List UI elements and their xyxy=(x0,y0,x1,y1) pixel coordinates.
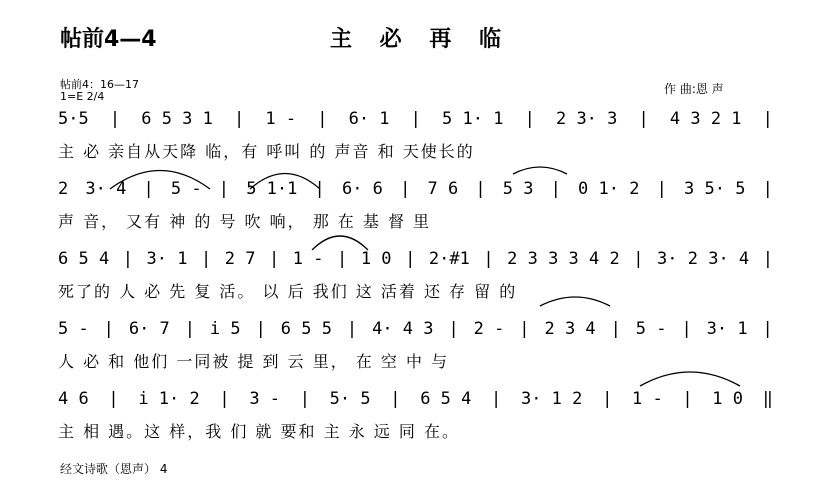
barline: | xyxy=(762,249,773,269)
key-signature: 1=E 2/4 xyxy=(60,90,105,103)
barline: | xyxy=(610,319,621,339)
barline: | xyxy=(483,249,494,269)
barline: | xyxy=(103,319,114,339)
note-group: 2 - xyxy=(473,319,505,339)
note-group: 6 5 4 xyxy=(58,249,110,269)
barline: | xyxy=(299,389,310,409)
note-group: 5 1· 1 xyxy=(442,109,504,129)
note-group: 5 - xyxy=(58,319,89,339)
note-group: 1 0 xyxy=(360,249,392,269)
page-footer: 经文诗歌（恩声） 4 xyxy=(60,462,168,476)
note-group: 0 1· 2 xyxy=(578,179,640,199)
slur-4 xyxy=(312,236,368,250)
barline: | xyxy=(143,179,154,199)
barline: | xyxy=(633,249,644,269)
barline: | xyxy=(108,389,119,409)
note-group: 2 3 3 3 4 2 xyxy=(507,249,620,269)
note-group: 5 - xyxy=(635,319,667,339)
note-group: 5· 5 xyxy=(329,389,371,409)
note-group: 6 5 3 1 xyxy=(141,109,213,129)
note-group: 6 5 5 xyxy=(280,319,332,339)
note-group: 4· 4 3 xyxy=(372,319,434,339)
barline: | xyxy=(524,109,535,129)
lyric-line: 主 必 亲自从天降 临，有 呼叫 的 声音 和 天使长的 xyxy=(58,141,475,161)
note-group: 1 - xyxy=(265,109,297,129)
note-group: 5 - xyxy=(170,179,202,199)
barline: | xyxy=(682,389,693,409)
note-group: 3· 2 3· 4 xyxy=(657,249,750,269)
note-group: 1 0 xyxy=(712,389,744,409)
barline: | xyxy=(122,249,133,269)
barline: | xyxy=(219,389,230,409)
slur-3 xyxy=(513,167,567,174)
note-group: 2 7 xyxy=(224,249,256,269)
barline: ‖ xyxy=(762,389,773,409)
note-group: 3· 1 xyxy=(146,249,188,269)
composer-credit: 作 曲:恩 声 xyxy=(664,82,724,96)
song-title: 主 必 再 临 xyxy=(330,27,511,52)
note-group: 2·#1 xyxy=(428,249,470,269)
barline: | xyxy=(410,109,421,129)
lyric-line: 声 音， 又有 神 的 号 吹 响， 那 在 基 督 里 xyxy=(58,211,432,231)
slur-5 xyxy=(540,297,610,306)
note-group: 6· 7 xyxy=(128,319,170,339)
lyric-line: 主 相 遇。这 样，我 们 就 要和 主 永 远 同 在。 xyxy=(58,421,460,441)
barline: | xyxy=(390,389,401,409)
note-group: 6· 1 xyxy=(348,109,390,129)
note-group: i 1· 2 xyxy=(138,389,200,409)
barline: | xyxy=(346,319,358,339)
barline: | xyxy=(550,179,561,199)
barline: | xyxy=(314,179,325,199)
note-group: i 5 xyxy=(209,319,241,339)
note-group: 5 1·1 xyxy=(246,179,298,199)
barline: | xyxy=(400,179,411,199)
slur-6 xyxy=(640,372,740,386)
barline: | xyxy=(234,109,245,129)
barline: | xyxy=(762,179,773,199)
barline: | xyxy=(681,319,692,339)
lyric-line: 人 必 和 他们 一同被 提 到 云 里， 在 空 中 与 xyxy=(58,351,450,371)
note-group: 4 3 2 1 xyxy=(669,109,742,129)
barline: | xyxy=(762,319,773,339)
barline: | xyxy=(317,109,328,129)
note-group: 2 3 4 xyxy=(544,319,596,339)
barline: | xyxy=(762,109,773,129)
barline: | xyxy=(638,109,649,129)
lyric-line: 死了的 人 必 先 复 活。 以 后 我们 这 活着 还 存 留 的 xyxy=(58,281,518,301)
note-group: 1 - xyxy=(292,249,324,269)
barline: | xyxy=(269,249,280,269)
barline: | xyxy=(184,319,195,339)
note-group: 2 xyxy=(58,179,69,199)
barline: | xyxy=(337,249,348,269)
note-group: 3· 1 2 xyxy=(520,389,583,409)
barline: | xyxy=(519,319,530,339)
barline: | xyxy=(109,109,121,129)
barline: | xyxy=(656,179,667,199)
note-group: 2 3· 3 xyxy=(555,109,618,129)
barline: | xyxy=(448,319,459,339)
scripture-reference: 帖前4：16—17 xyxy=(60,78,139,91)
note-group: 5·5 xyxy=(58,109,89,129)
barline: | xyxy=(475,179,486,199)
slur-1 xyxy=(110,171,210,190)
note-group: 3 5· 5 xyxy=(684,179,746,199)
barline: | xyxy=(218,179,230,199)
note-group: 7 6 xyxy=(427,179,459,199)
barline: | xyxy=(491,389,502,409)
note-group: 5 3 xyxy=(502,179,534,199)
barline: | xyxy=(405,249,416,269)
note-group: 3· 4 xyxy=(85,179,127,199)
barline: | xyxy=(602,389,613,409)
note-group: 4 6 xyxy=(58,389,89,409)
note-group: 6· 6 xyxy=(341,179,383,199)
note-group: 3· 1 xyxy=(706,319,748,339)
slur-2 xyxy=(250,174,320,190)
note-group: 1 - xyxy=(631,389,663,409)
barline: | xyxy=(200,249,212,269)
note-group: 3 - xyxy=(249,389,281,409)
scripture-title: 帖前4—4 xyxy=(60,27,157,52)
barline: | xyxy=(255,319,266,339)
note-group: 6 5 4 xyxy=(420,389,472,409)
